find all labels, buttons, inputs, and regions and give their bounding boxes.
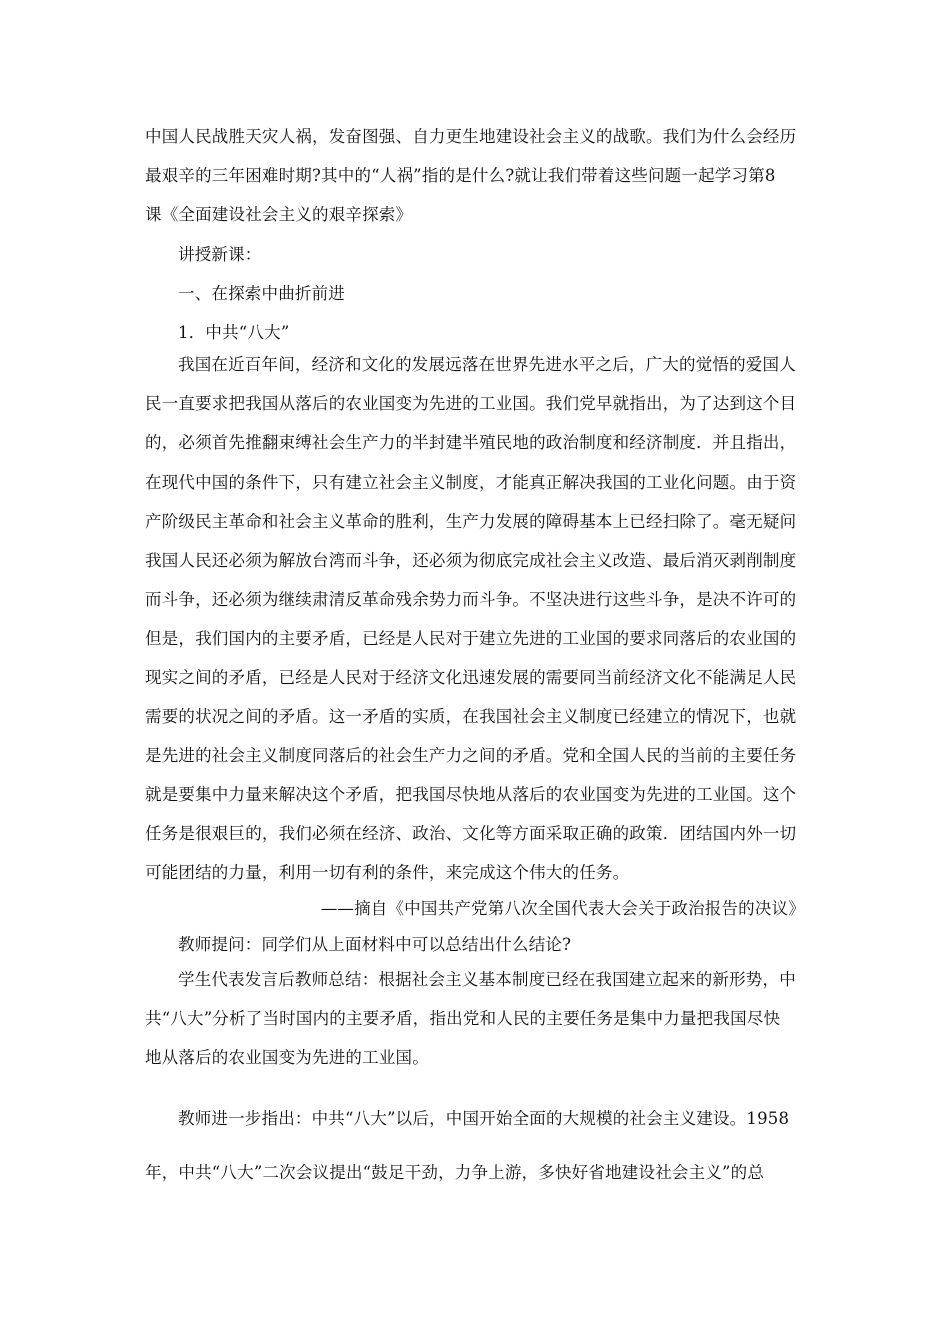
quote-line: 需要的状况之间的矛盾。这一矛盾的实质，在我国社会主义制度已经建立的情况下，也就 xyxy=(145,707,797,726)
quote-line: 而斗争，还必须为继续肃清反革命残余势力而斗争。不坚决进行这些斗争，是决不许可的 xyxy=(145,590,797,609)
paragraph-line: 学生代表发言后教师总结：根据社会主义基本制度已经在我国建立起来的新形势，中 xyxy=(178,970,796,989)
paragraph-line: 课《全面建设社会主义的艰辛探索》 xyxy=(145,205,413,224)
paragraph-line: 中国人民战胜天灾人祸，发奋图强、自力更生地建设社会主义的战歌。我们为什么会经历 xyxy=(145,127,797,146)
quote-line: 的，必须首先推翻束缚社会生产力的半封建半殖民地的政治制度和经济制度．并且指出， xyxy=(145,433,797,452)
quote-line: 就是要集中力量来解决这个矛盾，把我国尽快地从落后的农业国变为先进的工业国。这个 xyxy=(145,785,797,804)
quote-line: 我国人民还必须为解放台湾而斗争，还必须为彻底完成社会主义改造、最后消灭剥削制度 xyxy=(145,551,797,570)
quote-line: 民一直要求把我国从落后的农业国变为先进的工业国。我们党早就指出，为了达到这个目 xyxy=(145,394,797,413)
quote-line: 在现代中国的条件下，只有建立社会主义制度，才能真正解决我国的工业化问题。由于资 xyxy=(145,473,797,492)
quote-line: 是先进的社会主义制度同落后的社会生产力之间的矛盾。党和全国人民的当前的主要任务 xyxy=(145,746,797,765)
subsection-heading: 1．中共“八大” xyxy=(178,323,290,342)
teacher-question: 教师提问：同学们从上面材料中可以总结出什么结论? xyxy=(178,935,572,954)
quote-line: 我国在近百年间，经济和文化的发展远落在世界先进水平之后，广大的觉悟的爱国人 xyxy=(178,355,796,374)
quote-attribution: ——摘自《中国共产党第八次全国代表大会关于政治报告的决议》 xyxy=(320,899,805,918)
section-label: 讲授新课： xyxy=(178,245,262,264)
paragraph-line: 最艰辛的三年困难时期?其中的“人祸”指的是什么?就让我们带着这些问题一起学习第8 xyxy=(145,166,776,185)
quote-line: 任务是很艰巨的，我们必须在经济、政治、文化等方面采取正确的政策．团结国内外一切 xyxy=(145,824,797,843)
quote-line: 现实之间的矛盾，已经是人民对于经济文化迅速发展的需要同当前经济文化不能满足人民 xyxy=(145,668,797,687)
quote-line: 但是，我们国内的主要矛盾，已经是人民对于建立先进的工业国的要求同落后的农业国的 xyxy=(145,629,797,648)
section-heading: 一、在探索中曲折前进 xyxy=(178,284,345,303)
quote-line: 可能团结的力量，利用一切有利的条件，来完成这个伟大的任务。 xyxy=(145,863,630,882)
paragraph-line: 地从落后的农业国变为先进的工业国。 xyxy=(145,1048,429,1067)
paragraph-line: 年，中共“八大”二次会议提出“鼓足干劲，力争上游，多快好省地建设社会主义”的总 xyxy=(145,1163,765,1182)
paragraph-line: 教师进一步指出：中共“八大”以后，中国开始全面的大规模的社会主义建设。1958 xyxy=(178,1109,790,1128)
quote-line: 产阶级民主革命和社会主义革命的胜利，生产力发展的障碍基本上已经扫除了。毫无疑问 xyxy=(145,512,797,531)
paragraph-line: 共“八大”分析了当时国内的主要矛盾，指出党和人民的主要任务是集中力量把我国尽快 xyxy=(145,1009,781,1028)
